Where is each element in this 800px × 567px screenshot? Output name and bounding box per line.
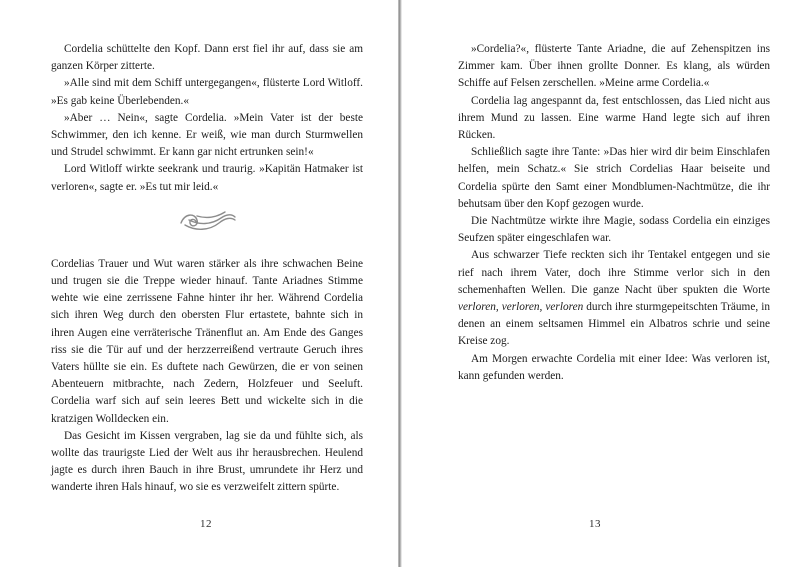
paragraph: Am Morgen erwachte Cordelia mit einer Idee: Was verloren ist, kann gefunden werden. xyxy=(458,352,770,382)
right-page xyxy=(401,0,800,567)
paragraph: Cordelia lag angespannt da, fest entschlossen, das Lied nicht aus ihrem Mund zu lassen. Eine warme Hand legte sich auf ihren Rücken. xyxy=(458,94,770,142)
paragraph-text: Aus schwarzer Tiefe reckten sich ihr Tentakel entgegen und sie rief nach ihrem Vater, doch ihre Stimme verlor sich in den schemenhaften Wellen. Die ganze Nacht über spukten die Worte xyxy=(458,249,770,296)
paragraph: Cordelias Trauer und Wut waren stärker als ihre schwachen Beine und trugen sie die Treppe wieder hinauf. Tante Ariadnes Stimme wehte wie eine zerrissene Fahne hinter ihr her. Während Cordelia sich ihren Weg durch den obersten Flur ertastete, bahnte sich in ihren Augen eine verräterische Tränenflut an. Am Ende des Ganges riss sie die Tür auf und der herzzerreißend vertraute Geruch ihres Vaters hüllte sie ein. Es duftete nach Gewürzen, die er von seinen Abenteuern mitbrachte, nach Zedern, Holzfeuer und Seeluft. Cordelia warf sich auf sein leeres Bett und wickelte sich in die kratzigen Wolldecken ein. xyxy=(51,257,363,425)
italic-words: verloren, verloren, verloren xyxy=(458,301,584,314)
paragraph: »Alle sind mit dem Schiff untergegangen«, flüsterte Lord Witloff. »Es gab keine Überlebenden.« xyxy=(51,77,363,107)
decorative-wave-flourish-icon xyxy=(175,207,239,235)
paragraph-text: durch ihre sturmgepeitschten Träume, in denen an einem seltsamen Himmel ein Albatros schrie und seine Kreise zog. xyxy=(458,301,770,348)
paragraph: »Aber … Nein«, sagte Cordelia. »Mein Vater ist der beste Schwimmer, den ich kenne. Er weiß, wie man durch Sturmwellen und Strudel schwimmt. Er kann gar nicht ertrunken sein!« xyxy=(51,111,363,159)
left-text-block xyxy=(51,41,363,497)
left-page xyxy=(0,0,399,567)
paragraph: Das Gesicht im Kissen vergraben, lag sie da und fühlte sich, als wollte das traurigste Lied der Welt aus ihr herausbrechen. Heulend jagte es durch ihren Bauch in ihre Brust, umrundete ihr Herz und wanderte ihren Hals hinauf, wo sie es verzweifelt zittern spürte. xyxy=(51,429,363,494)
right-text-block xyxy=(458,41,770,385)
paragraph: Lord Witloff wirkte seekrank und traurig. »Kapitän Hatmaker ist verloren«, sagte er. »Es tut mir leid.« xyxy=(51,163,363,193)
page-number: 12 xyxy=(200,518,212,530)
section-break xyxy=(51,204,363,238)
paragraph: Cordelia schüttelte den Kopf. Dann erst fiel ihr auf, dass sie am ganzen Körper zitterte. xyxy=(51,43,363,73)
paragraph: »Cordelia?«, flüsterte Tante Ariadne, die auf Zehenspitzen ins Zimmer kam. Über ihnen grollte Donner. Es klang, als würden Schiffe auf Felsen zerschellen. »Meine arme Cordelia.« xyxy=(458,43,770,90)
page-number: 13 xyxy=(589,518,601,530)
paragraph: Schließlich sagte ihre Tante: »Das hier wird dir beim Einschlafen helfen, mein Schatz.« Sie strich Cordelias Haar beiseite und Cordelia spürte den Samt einer Mondblumen-Nachtmütze, die ihr behutsam über den Kopf gezogen wurde. xyxy=(458,146,770,210)
paragraph xyxy=(458,247,770,350)
paragraph: Die Nachtmütze wirkte ihre Magie, sodass Cordelia ein einziges Seufzen später eingeschlafen war. xyxy=(458,215,770,245)
